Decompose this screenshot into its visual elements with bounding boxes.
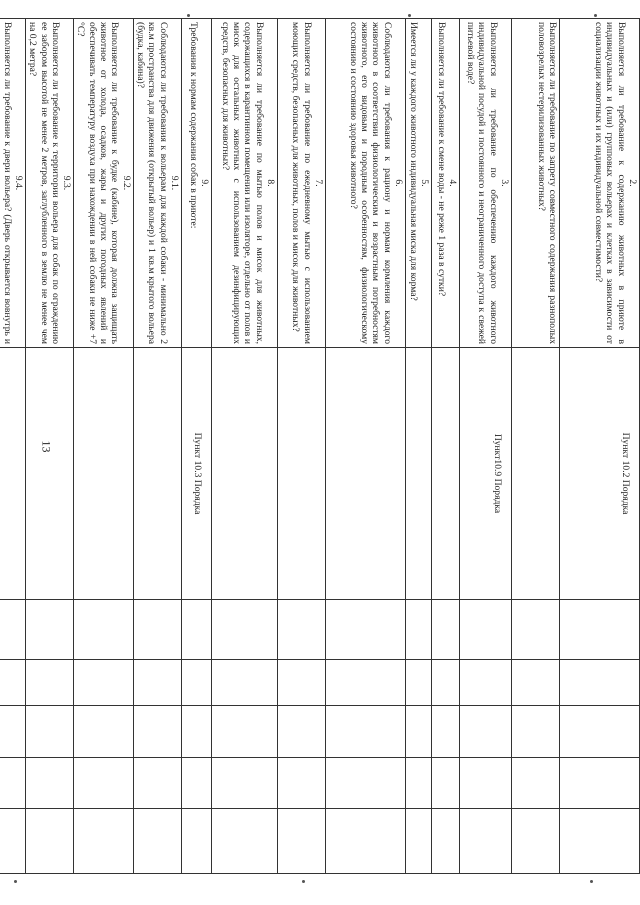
answer-cell[interactable]	[278, 809, 326, 874]
table-row	[278, 19, 326, 874]
answer-cell[interactable]	[278, 758, 326, 809]
question-text: Требования к нормам содержания собак в приюте:	[187, 22, 199, 229]
answer-cell[interactable]	[182, 809, 212, 874]
answer-cell[interactable]	[133, 660, 181, 706]
scan-speck	[594, 14, 597, 17]
answer-cell[interactable]	[25, 758, 73, 809]
answer-cell[interactable]	[133, 809, 181, 874]
answer-cell[interactable]	[406, 600, 432, 660]
legal-reference	[432, 348, 460, 600]
answer-cell[interactable]	[560, 758, 640, 809]
question-text: Выполняется ли требование к двери вольера? (Дверь открывается вовнутрь и	[1, 22, 13, 344]
legal-reference	[212, 348, 278, 600]
table-row	[560, 19, 640, 874]
question-number: 9.3.	[61, 175, 73, 191]
answer-cell[interactable]	[432, 809, 460, 874]
answer-cell[interactable]	[25, 660, 73, 706]
question-number: 5.	[419, 179, 430, 187]
question-text: Выполняется ли требование по запрету совместного содержания разнополых половозрелых нестерилизованных животных?	[535, 22, 558, 344]
answer-cell[interactable]	[133, 600, 181, 660]
question-number: 9.2.	[120, 175, 132, 191]
question-cell	[133, 19, 181, 348]
legal-reference: Пункт 10.3 Порядка	[182, 348, 212, 600]
answer-cell[interactable]	[326, 600, 406, 660]
answer-cell[interactable]	[512, 600, 560, 660]
question-text: Соблюдаются ли требования к вольерам для каждой собаки - минимально 2 кв.м пространства для движения (открытый вольер) и 1 кв.м крытого вольера (будка, кабина)?	[135, 22, 169, 344]
answer-cell[interactable]	[0, 809, 25, 874]
question-text: Выполняется ли требование к будке (кабине), которая должна защищать животное от холода, осадков, жары и других погодных явлений и обеспечивать температуру воздуха при нахождении в ней собаки не ниже +7 °С?	[75, 22, 121, 344]
answer-cell[interactable]	[560, 600, 640, 660]
table-row	[133, 19, 181, 874]
legal-reference	[0, 348, 25, 600]
answer-cell[interactable]	[460, 758, 512, 809]
answer-cell[interactable]	[0, 706, 25, 758]
question-number: 2.	[627, 179, 638, 187]
answer-cell[interactable]	[74, 706, 134, 758]
answer-cell[interactable]	[406, 809, 432, 874]
legal-reference	[25, 348, 73, 600]
answer-cell[interactable]	[182, 600, 212, 660]
question-cell	[326, 19, 406, 348]
legal-reference	[278, 348, 326, 600]
answer-cell[interactable]	[432, 600, 460, 660]
question-number: 6.	[393, 179, 404, 187]
table-row	[182, 19, 212, 874]
answer-cell[interactable]	[406, 706, 432, 758]
answer-cell[interactable]	[74, 758, 134, 809]
answer-cell[interactable]	[182, 660, 212, 706]
legal-reference: Пункт10.9 Порядка	[460, 348, 512, 600]
answer-cell[interactable]	[74, 809, 134, 874]
legal-reference: Пункт 10.2 Порядка	[560, 348, 640, 600]
answer-cell[interactable]	[278, 600, 326, 660]
table-row	[326, 19, 406, 874]
page-number: 13	[39, 440, 54, 453]
question-number: 3.	[499, 179, 510, 187]
answer-cell[interactable]	[133, 706, 181, 758]
checklist-table	[0, 18, 640, 874]
question-text: Соблюдаются ли требования к рациону и нормам кормления каждого животного в соответствии физиологическим и возрастным потребностям животного, его видовым и породным особенностям, физиологическому состоянию и состоянию здоровья животного?	[347, 22, 393, 344]
answer-cell[interactable]	[326, 706, 406, 758]
question-text: Выполняется ли требование по обеспечению каждого животного индивидуальной посудой и постоянного и неограниченного доступа к свежей питьевой воде?	[465, 22, 499, 344]
table-row	[460, 19, 512, 874]
scan-speck	[14, 880, 17, 883]
question-cell	[560, 19, 640, 348]
question-cell	[212, 19, 278, 348]
question-text: Выполняется ли требование к территории вольера для собак по ограждению ее забором высотой не менее 2 метров, заглубленного в землю не менее чем на 0,2 метра?	[27, 22, 61, 344]
answer-cell[interactable]	[460, 600, 512, 660]
question-cell	[512, 19, 560, 348]
answer-cell[interactable]	[512, 758, 560, 809]
question-text: Выполняется ли требование по мытью полов и мисок для животных, содержащихся в карантинном помещении или изоляторе, отдельно от полов и мисок для остальных животных с использованием дезинфицирующих средств, безопасных для животных?	[219, 22, 265, 344]
table-row	[212, 19, 278, 874]
legal-reference	[74, 348, 134, 600]
question-cell	[406, 19, 432, 348]
legal-reference	[512, 348, 560, 600]
answer-cell[interactable]	[326, 660, 406, 706]
question-cell	[460, 19, 512, 348]
answer-cell[interactable]	[278, 660, 326, 706]
answer-cell[interactable]	[212, 660, 278, 706]
question-number: 4.	[447, 179, 458, 187]
answer-cell[interactable]	[560, 809, 640, 874]
answer-cell[interactable]	[212, 600, 278, 660]
question-text: Имеется ли у каждого животного индивидуальная миска для корма?	[407, 22, 419, 301]
legal-reference	[406, 348, 432, 600]
answer-cell[interactable]	[0, 600, 25, 660]
question-cell	[278, 19, 326, 348]
question-number: 7.	[313, 179, 324, 187]
question-cell	[432, 19, 460, 348]
question-number: 9.4.	[12, 175, 24, 191]
answer-cell[interactable]	[25, 706, 73, 758]
answer-cell[interactable]	[560, 660, 640, 706]
legal-reference	[133, 348, 181, 600]
answer-cell[interactable]	[326, 809, 406, 874]
question-text: Выполняется ли требование по ежедневному мытью с использованием моющих средств, безопасных для животных, полов и мисок для животных?	[290, 22, 313, 344]
table-row	[0, 19, 25, 874]
question-cell	[25, 19, 73, 348]
question-cell	[0, 19, 25, 348]
answer-cell[interactable]	[512, 809, 560, 874]
question-cell	[74, 19, 134, 348]
answer-cell[interactable]	[406, 758, 432, 809]
scan-speck	[408, 14, 411, 17]
scan-speck	[187, 14, 190, 17]
answer-cell[interactable]	[212, 758, 278, 809]
scan-speck	[302, 880, 305, 883]
table-row	[74, 19, 134, 874]
answer-cell[interactable]	[432, 660, 460, 706]
answer-cell[interactable]	[74, 660, 134, 706]
answer-cell[interactable]	[406, 660, 432, 706]
question-cell	[182, 19, 212, 348]
table-row	[406, 19, 432, 874]
answer-cell[interactable]	[133, 758, 181, 809]
answer-cell[interactable]	[512, 660, 560, 706]
legal-reference	[326, 348, 406, 600]
question-number: 9.1.	[169, 175, 180, 191]
table-row	[25, 19, 73, 874]
answer-cell[interactable]	[432, 758, 460, 809]
table-row	[432, 19, 460, 874]
answer-cell[interactable]	[326, 758, 406, 809]
answer-cell[interactable]	[460, 809, 512, 874]
table-row	[512, 19, 560, 874]
question-number: 9.	[199, 179, 210, 187]
answer-cell[interactable]	[25, 600, 73, 660]
answer-cell[interactable]	[560, 706, 640, 758]
answer-cell[interactable]	[512, 706, 560, 758]
question-number: 8.	[265, 179, 276, 187]
answer-cell[interactable]	[74, 600, 134, 660]
answer-cell[interactable]	[432, 706, 460, 758]
answer-cell[interactable]	[460, 706, 512, 758]
answer-cell[interactable]	[0, 660, 25, 706]
answer-cell[interactable]	[0, 758, 25, 809]
answer-cell[interactable]	[212, 706, 278, 758]
answer-cell[interactable]	[460, 660, 512, 706]
scan-speck	[590, 880, 593, 883]
question-text: Выполняется ли требование к содержанию животных в приюте в индивидуальных и (или) групповых вольерах и клетках в зависимости от социализации животных и их индивидуальной совместимости?	[593, 22, 627, 344]
answer-cell[interactable]	[212, 809, 278, 874]
answer-cell[interactable]	[25, 809, 73, 874]
question-text: Выполняется ли требование к смене воды - не реже 1 раза в сутки?	[435, 22, 447, 297]
answer-cell[interactable]	[182, 706, 212, 758]
answer-cell[interactable]	[182, 758, 212, 809]
answer-cell[interactable]	[278, 706, 326, 758]
